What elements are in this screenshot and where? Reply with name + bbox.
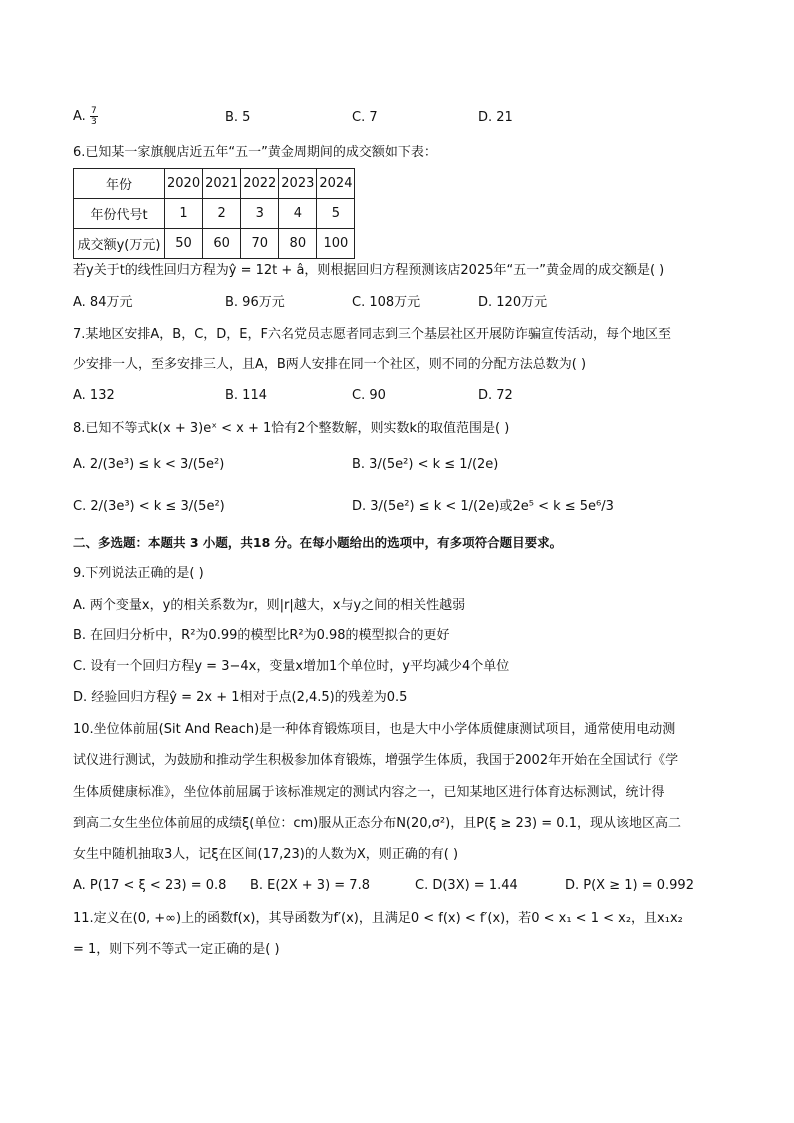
q11-line-2: = 1，则下列不等式一定正确的是( ) [73, 942, 280, 957]
q9-option-a: A. 两个变量x，y的相关系数为r，则|r|越大，x与y之间的相关性越弱 [73, 598, 466, 613]
q10-line-5: 女生中随机抽取3人，记ξ在区间(17,23)的人数为X，则正确的有( ) [73, 847, 459, 862]
q6-option-a: A. 84万元 [73, 295, 133, 310]
table-row [74, 169, 355, 199]
q9-option-c: C. 设有一个回归方程y = 3−4x，变量x增加1个单位时，y平均减少4个单位 [73, 659, 510, 674]
q6-data-table [73, 168, 355, 259]
q8-option-b: B. 3/(5e²) < k ≤ 1/(2e) [352, 457, 499, 472]
table-cell: 70 [241, 229, 279, 259]
table-cell: 2022 [241, 169, 279, 199]
q7-line-1: 7.某地区安排A，B，C，D，E，F六名党员志愿者同志到三个基层社区开展防诈骗宣传活动，每个地区至 [73, 327, 671, 342]
table-cell: 60 [203, 229, 241, 259]
table-cell: 3 [241, 199, 279, 229]
q6-option-d: D. 120万元 [478, 295, 548, 310]
table-row [74, 229, 355, 259]
q5-option-c: C. 7 [352, 110, 378, 125]
q10-line-3: 生体质健康标准》，坐位体前屈属于该标准规定的测试内容之一，已知某地区进行体育达标测试，统计得 [73, 785, 665, 800]
q10-line-1: 10.坐位体前屈(Sit And Reach)是一种体育锻炼项目，也是大中小学体质健康测试项目，通常使用电动测 [73, 722, 676, 737]
q10-option-c: C. D(3X) = 1.44 [415, 878, 518, 893]
q5-option-a: A. $\frac{7}{3}$ [73, 106, 97, 127]
q5-option-a-fraction: $\frac{7}{3}$ [90, 106, 97, 127]
q6-stem: 6.已知某一家旗舰店近五年“五一”黄金周期间的成交额如下表： [73, 145, 437, 160]
q8-option-c: C. 2/(3e³) < k ≤ 3/(5e²) [73, 499, 225, 514]
q8-option-a: A. 2/(3e³) ≤ k < 3/(5e²) [73, 457, 225, 472]
q5-option-d: D. 21 [478, 110, 513, 125]
q11-line-1: 11.定义在(0, +∞)上的函数f(x)，其导函数为f′(x)，且满足0 < f(x) < f′(x)，若0 < x₁ < 1 < x₂，且x₁x₂ [73, 911, 683, 926]
table-cell: 2020 [165, 169, 203, 199]
table-cell: 100 [317, 229, 355, 259]
q8-stem: 8.已知不等式k(x + 3)eˣ < x + 1恰有2个整数解，则实数k的取值范围是( ) [73, 421, 510, 436]
q7-option-a: A. 132 [73, 388, 115, 403]
table-cell: 5 [317, 199, 355, 229]
table-cell: 2023 [279, 169, 317, 199]
table-cell: 50 [165, 229, 203, 259]
q8-option-d: D. 3/(5e²) ≤ k < 1/(2e)或2e⁵ < k ≤ 5e⁶/3 [352, 499, 614, 514]
q10-option-a: A. P(17 < ξ < 23) = 0.8 [73, 878, 227, 893]
table-header-cell: 成交额y(万元) [74, 229, 165, 259]
table-cell: 2 [203, 199, 241, 229]
q7-option-b: B. 114 [225, 388, 267, 403]
q9-option-d: D. 经验回归方程ŷ = 2x + 1相对于点(2,4.5)的残差为0.5 [73, 690, 408, 705]
table-cell: 80 [279, 229, 317, 259]
q7-line-2: 少安排一人，至多安排三人，且A，B两人安排在同一个社区，则不同的分配方法总数为( ) [73, 357, 587, 372]
table-header-cell: 年份 [74, 169, 165, 199]
table-cell: 2021 [203, 169, 241, 199]
table-row [74, 199, 355, 229]
q6-option-b: B. 96万元 [225, 295, 285, 310]
q5-option-b: B. 5 [225, 110, 251, 125]
q10-line-2: 试仪进行测试，为鼓励和推动学生积极参加体育锻炼，增强学生体质，我国于2002年开始在全国试行《学 [73, 753, 679, 768]
q10-option-b: B. E(2X + 3) = 7.8 [250, 878, 370, 893]
q10-line-4: 到高二女生坐位体前屈的成绩ξ(单位：cm)服从正态分布N(20,σ²)，且P(ξ ≥ 23) = 0.1，现从该地区高二 [73, 816, 681, 831]
q6-question: 若y关于t的线性回归方程为ŷ = 12t + â，则根据回归方程预测该店2025年“五一”黄金周的成交额是( ) [73, 263, 665, 278]
q6-option-c: C. 108万元 [352, 295, 421, 310]
table-cell: 1 [165, 199, 203, 229]
section-2-heading: 二、多选题：本题共 3 小题，共18 分。在每小题给出的选项中，有多项符合题目要求。 [73, 535, 563, 550]
q10-option-d: D. P(X ≥ 1) = 0.992 [565, 878, 694, 893]
q9-option-b: B. 在回归分析中，R²为0.99的模型比R²为0.98的模型拟合的更好 [73, 628, 450, 643]
q9-stem: 9.下列说法正确的是( ) [73, 566, 204, 581]
table-cell: 2024 [317, 169, 355, 199]
q7-option-c: C. 90 [352, 388, 386, 403]
q7-option-d: D. 72 [478, 388, 513, 403]
table-header-cell: 年份代号t [74, 199, 165, 229]
table-cell: 4 [279, 199, 317, 229]
